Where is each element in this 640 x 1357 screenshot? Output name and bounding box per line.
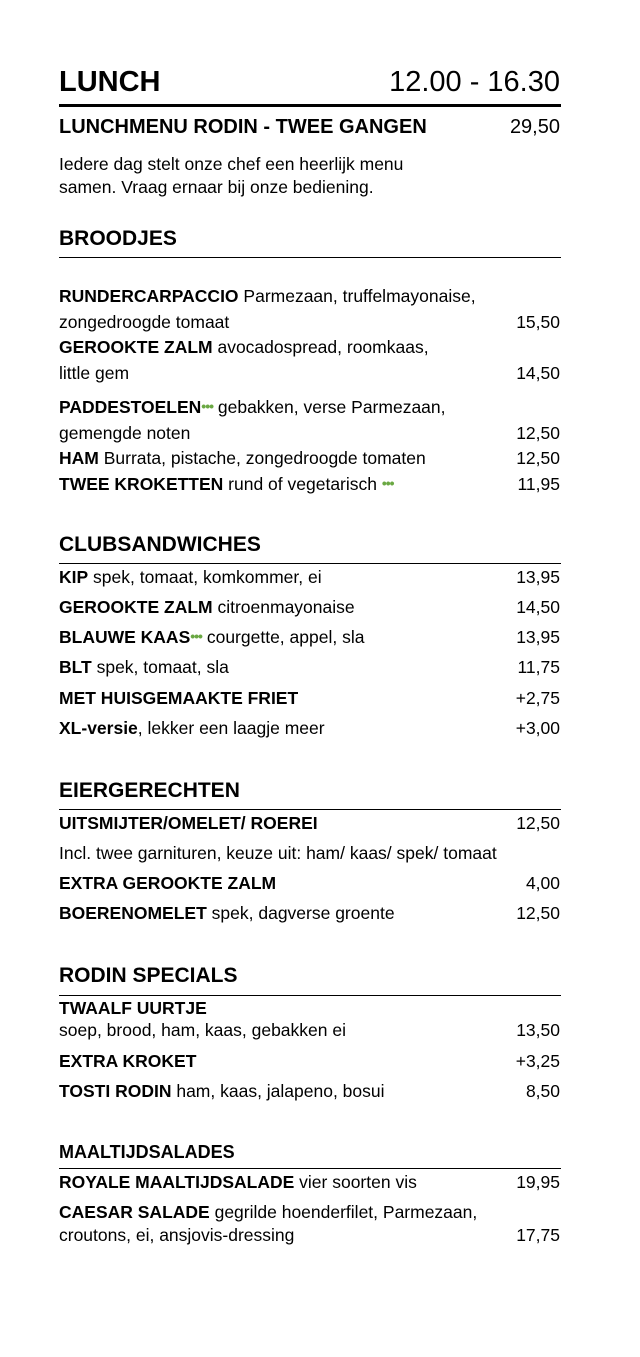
- menu-item-twaalf-uurtje: [59, 998, 207, 1019]
- section-title-maaltijdsalades: MAALTIJDSALADES: [59, 1142, 235, 1162]
- item-price: 12,50: [516, 813, 560, 833]
- item-description: ham, kaas, jalapeno, bosui: [171, 1081, 385, 1101]
- vegetarian-marker-icon: •••: [381, 475, 394, 491]
- lunch-hours: 12.00 - 16.30: [389, 66, 560, 98]
- section-title-eiergerechten: EIERGERECHTEN: [59, 779, 240, 802]
- menu-item-caesar-salade: [59, 1202, 477, 1223]
- item-description: Burrata, pistache, zongedroogde tomaten: [98, 448, 426, 468]
- item-description-continued: soep, brood, ham, kaas, gebakken ei: [59, 1020, 346, 1040]
- menu-item-xl-versie: [59, 718, 325, 739]
- item-name: KIP: [59, 567, 89, 587]
- item-price: 13,95: [516, 627, 560, 647]
- item-name: CAESAR SALADE: [59, 1202, 210, 1222]
- item-description: vier soorten vis: [294, 1172, 417, 1192]
- section-title-clubsandwiches: CLUBSANDWICHES: [59, 533, 261, 556]
- item-description-continued: gemengde noten: [59, 423, 191, 443]
- item-price: 13,95: [516, 567, 560, 587]
- item-description: avocadospread, roomkaas,: [212, 337, 429, 357]
- section-divider: [59, 1168, 561, 1169]
- section-divider: [59, 563, 561, 564]
- item-price: 15,50: [516, 312, 560, 332]
- item-price: 12,50: [516, 448, 560, 468]
- menu-item-paddestoelen: [59, 397, 446, 418]
- item-description: spek, tomaat, sla: [91, 657, 229, 677]
- item-description: citroenmayonaise: [212, 597, 355, 617]
- vegetarian-marker-icon: •••: [201, 398, 214, 414]
- item-price: 13,50: [516, 1020, 560, 1040]
- menu-item-boerenomelet: [59, 903, 395, 924]
- menu-item-ham: [59, 448, 426, 469]
- item-price: 4,00: [525, 873, 560, 893]
- item-name: BLAUWE KAAS: [59, 627, 191, 647]
- item-name: GEROOKTE ZALM: [59, 337, 213, 357]
- item-name: RUNDERCARPACCIO: [59, 286, 239, 306]
- item-price: 11,75: [517, 657, 560, 677]
- item-name: BLT: [59, 657, 92, 677]
- item-price: 11,95: [517, 474, 560, 494]
- item-price: 17,75: [516, 1225, 560, 1245]
- item-price: 14,50: [516, 597, 560, 617]
- menu-item-uitsmijter: [59, 813, 318, 834]
- menu-item-gerookte-zalm-club: [59, 597, 355, 618]
- item-name: TWAALF UURTJE: [59, 998, 207, 1018]
- item-note: Incl. twee garnituren, keuze uit: ham/ kaas/ spek/ tomaat: [59, 843, 497, 863]
- item-description: spek, dagverse groente: [206, 903, 395, 923]
- menu-item-kip: [59, 567, 322, 588]
- menu-item-tosti-rodin: [59, 1081, 385, 1102]
- item-name: EXTRA GEROOKTE ZALM: [59, 873, 277, 893]
- item-name: PADDESTOELEN: [59, 397, 202, 417]
- item-price: 14,50: [516, 363, 560, 383]
- item-description-continued: croutons, ei, ansjovis-dressing: [59, 1225, 295, 1245]
- item-name: ROYALE MAALTIJDSALADE: [59, 1172, 295, 1192]
- item-description: rund of vegetarisch: [223, 474, 382, 494]
- item-name: TOSTI RODIN: [59, 1081, 172, 1101]
- item-description-continued: zongedroogde tomaat: [59, 312, 230, 332]
- item-description: spek, tomaat, komkommer, ei: [88, 567, 322, 587]
- section-divider: [59, 995, 561, 996]
- menu-item-blauwe-kaas: [59, 627, 364, 648]
- section-divider: [59, 257, 561, 258]
- menu-item-blt: [59, 657, 229, 678]
- item-price: 12,50: [516, 903, 560, 923]
- menu-item-twee-kroketten: [59, 474, 394, 495]
- item-name: MET HUISGEMAAKTE FRIET: [59, 688, 299, 708]
- section-divider: [59, 809, 561, 810]
- item-description: Parmezaan, truffelmayonaise,: [238, 286, 476, 306]
- lunch-menu-description-line2: samen. Vraag ernaar bij onze bediening.: [59, 177, 374, 197]
- lunch-menu-description-line1: Iedere dag stelt onze chef een heerlijk menu: [59, 154, 404, 174]
- item-price: +3,00: [515, 718, 560, 738]
- item-name: TWEE KROKETTEN: [59, 474, 224, 494]
- item-description: , lekker een laagje meer: [137, 718, 325, 738]
- item-price: +3,25: [515, 1051, 560, 1071]
- item-price: 19,95: [516, 1172, 560, 1192]
- menu-item-rundercarpaccio: [59, 286, 476, 307]
- item-description: gebakken, verse Parmezaan,: [213, 397, 446, 417]
- item-name: EXTRA KROKET: [59, 1051, 197, 1071]
- vegetarian-marker-icon: •••: [190, 628, 202, 644]
- item-description: courgette, appel, sla: [201, 627, 365, 647]
- item-price: +2,75: [515, 688, 560, 708]
- item-price: 8,50: [525, 1081, 560, 1101]
- menu-item-extra-gerookte-zalm: [59, 873, 276, 894]
- lunch-menu-title: LUNCHMENU RODIN - TWEE GANGEN: [59, 116, 427, 138]
- page-title: LUNCH: [59, 66, 161, 98]
- item-description-continued: little gem: [59, 363, 130, 383]
- item-name: XL-versie: [59, 718, 138, 738]
- section-title-broodjes: BROODJES: [59, 227, 177, 250]
- item-name: BOERENOMELET: [59, 903, 207, 923]
- item-description: gegrilde hoenderfilet, Parmezaan,: [209, 1202, 478, 1222]
- item-name: UITSMIJTER/OMELET/ ROEREI: [59, 813, 318, 833]
- lunch-menu-price: 29,50: [509, 116, 560, 138]
- section-title-rodin-specials: RODIN SPECIALS: [59, 964, 238, 987]
- item-name: GEROOKTE ZALM: [59, 597, 213, 617]
- menu-item-royale-maaltijdsalade: [59, 1172, 417, 1193]
- item-price: 12,50: [516, 423, 560, 443]
- item-name: HAM: [59, 448, 99, 468]
- header-divider: [59, 104, 561, 107]
- menu-item-gerookte-zalm: [59, 337, 429, 358]
- menu-item-huisgemaakte-friet: [59, 688, 298, 709]
- menu-item-extra-kroket: [59, 1051, 196, 1072]
